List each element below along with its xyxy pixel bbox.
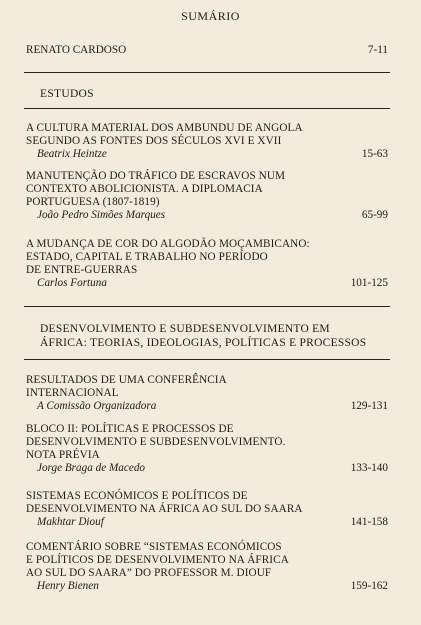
entry-2-line-2: CONTEXTO ABOLICIONISTA. A DIPLOMACIA [26, 183, 263, 195]
entry-7-line-1: COMENTÁRIO SOBRE “SISTEMAS ECONÓMICOS [26, 541, 282, 553]
section-estudos: ESTUDOS [40, 88, 94, 100]
rule-section2-top [24, 306, 390, 307]
entry-3-line-3: DE ENTRE-GUERRAS [26, 264, 138, 276]
entry-2-line-3: PORTUGUESA (1807-1819) [26, 196, 160, 208]
entry-5-line-2: DESENVOLVIMENTO E SUBDESENVOLVIMENTO. [26, 436, 286, 448]
entry-3-author: Carlos Fortuna 101-125 [37, 277, 388, 289]
entry-7 [26, 541, 388, 593]
entry-7-line-2: E POLÍTICOS DE DESENVOLVIMENTO NA ÁFRICA [26, 554, 289, 566]
entry-6-author: Makhtar Diouf 141-158 [37, 516, 388, 528]
entry-4 [26, 374, 388, 413]
front-name: RENATO CARDOSO [26, 44, 127, 56]
entry-2 [26, 170, 388, 222]
entry-4-line-2: INTERNACIONAL [26, 387, 119, 399]
section2-line-2: ÁFRICA: TEORIAS, IDEOLOGIAS, POLÍTICAS E PROCESSOS [40, 337, 367, 349]
front-entry [26, 44, 388, 57]
entry-5 [26, 423, 388, 475]
entry-3 [26, 238, 388, 290]
entry-6 [26, 490, 388, 529]
entry-4-pages: 129-131 [350, 400, 388, 412]
section-desenvolvimento [40, 322, 380, 350]
entry-2-author: João Pedro Simões Marques 65-99 [37, 209, 388, 221]
entry-4-line-1: RESULTADOS DE UMA CONFERÊNCIA [26, 374, 227, 386]
entry-1 [26, 122, 388, 161]
entry-5-author: Jorge Braga de Macedo 133-140 [37, 462, 388, 474]
section2-line-1: DESENVOLVIMENTO E SUBDESENVOLVIMENTO EM [40, 323, 330, 335]
entry-6-line-1: SISTEMAS ECONÓMICOS E POLÍTICOS DE [26, 490, 248, 502]
entry-3-line-2: ESTADO, CAPITAL E TRABALHO NO PERÍODO [26, 251, 268, 263]
rule-section1 [24, 108, 390, 109]
entry-1-line-1: A CULTURA MATERIAL DOS AMBUNDU DE ANGOLA [26, 122, 303, 134]
entry-5-line-1: BLOCO II: POLÍTICAS E PROCESSOS DE [26, 423, 234, 435]
entry-7-pages: 159-162 [350, 580, 388, 592]
entry-5-line-3: NOTA PRÉVIA [26, 449, 100, 461]
entry-6-line-2: DESENVOLVIMENTO NA ÁFRICA AO SUL DO SAARA [26, 503, 303, 515]
page-heading: SUMÁRIO [181, 9, 240, 23]
entry-1-pages: 15-63 [361, 148, 388, 160]
entry-2-line-1: MANUTENÇÃO DO TRÁFICO DE ESCRAVOS NUM [26, 170, 286, 182]
entry-7-author: Henry Bienen 159-162 [37, 580, 388, 592]
entry-6-pages: 141-158 [350, 516, 388, 528]
entry-1-line-2: SEGUNDO AS FONTES DOS SÉCULOS XVI E XVII [26, 135, 282, 147]
entry-7-line-3: AO SUL DO SAARA” DO PROFESSOR M. DIOUF [26, 567, 272, 579]
front-pages: 7-11 [367, 44, 388, 56]
entry-3-pages: 101-125 [350, 277, 388, 289]
entry-2-pages: 65-99 [361, 209, 388, 221]
rule-section2-bottom [24, 359, 390, 360]
entry-1-author: Beatrix Heintze 15-63 [37, 148, 388, 160]
entry-5-pages: 133-140 [350, 462, 388, 474]
entry-3-line-1: A MUDANÇA DE COR DO ALGODÃO MOÇAMBICANO: [26, 238, 310, 250]
rule-top [24, 72, 390, 73]
entry-4-author: A Comissão Organizadora 129-131 [37, 400, 388, 412]
